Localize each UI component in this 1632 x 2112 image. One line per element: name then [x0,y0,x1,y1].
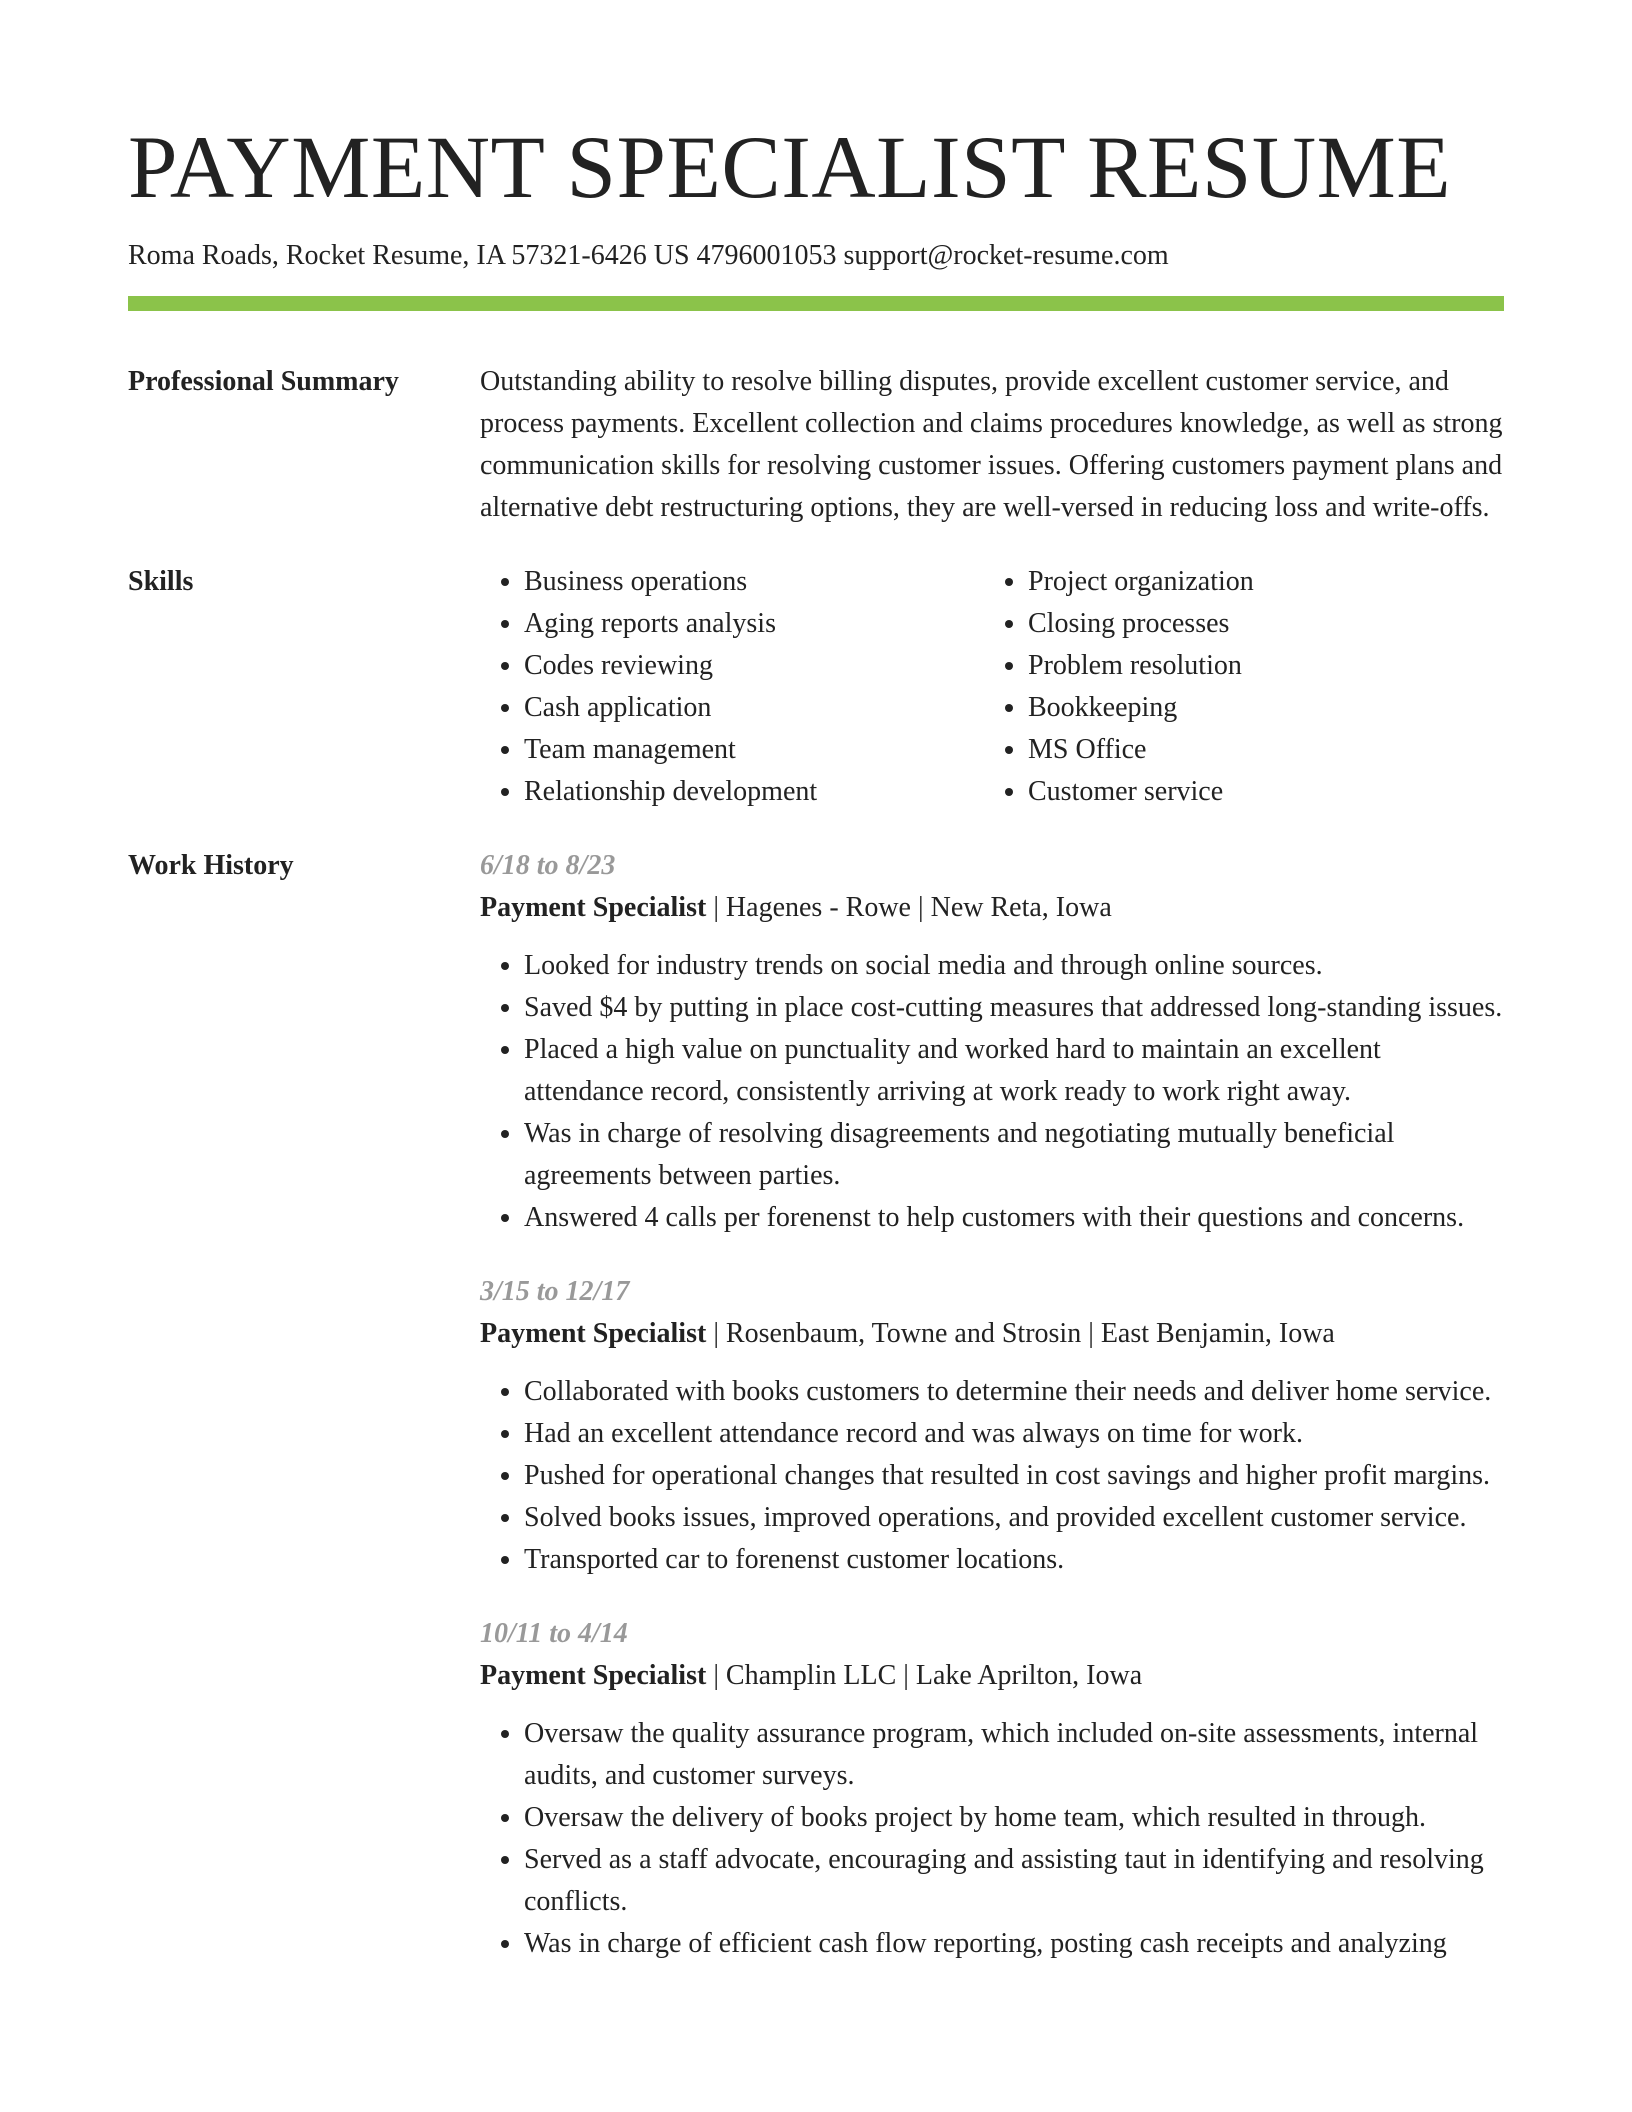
job-entry [480,1271,1504,1581]
section-label-skills: Skills [128,566,194,598]
skill-item: • Customer service [1028,771,1488,813]
job-separator: | [706,1660,726,1692]
skill-item: • Problem resolution [1028,645,1488,687]
job-location: East Benjamin, Iowa [1100,1318,1335,1350]
skill-item: • Cash application [524,687,984,729]
skill-item: • MS Office [1028,729,1488,771]
job-dates: 3/15 to 12/17 [480,1276,630,1308]
job-separator: | [896,1660,916,1692]
skill-item: • Aging reports analysis [524,603,984,645]
job-bullet: • Looked for industry trends on social media and through online sources. [524,945,1504,987]
job-title: Payment Specialist [480,892,707,924]
skills-section [128,561,1504,813]
job-separator: | [706,1318,726,1350]
job-bullets [480,1371,1504,1581]
job-bullet: • Had an excellent attendance record and was always on time for work. [524,1413,1504,1455]
job-bullet: • Placed a high value on punctuality and worked hard to maintain an excellent attendance record, consistently arriving at work ready to work right away. [524,1029,1504,1113]
job-heading [480,1655,1504,1697]
job-bullet: • Was in charge of resolving disagreements and negotiating mutually beneficial agreements between parties. [524,1113,1504,1197]
skill-item: • Project organization [1028,561,1488,603]
job-bullet: • Transported car to forenenst customer locations. [524,1539,1504,1581]
professional-summary-section [128,361,1504,529]
job-bullet: • Collaborated with books customers to determine their needs and deliver home service. [524,1371,1504,1413]
job-heading [480,887,1504,929]
skill-item: • Bookkeeping [1028,687,1488,729]
contact-line: Roma Roads, Rocket Resume, IA 57321-6426 US 4796001053 support@rocket-resume.com [128,240,1169,272]
section-label-summary: Professional Summary [128,366,399,398]
job-bullet: • Oversaw the delivery of books project by home team, which resulted in through. [524,1797,1504,1839]
job-company: Rosenbaum, Towne and Strosin [725,1318,1082,1350]
section-label-work: Work History [128,850,294,882]
job-dates: 10/11 to 4/14 [480,1618,628,1650]
job-bullets [480,945,1504,1239]
job-bullet: • Oversaw the quality assurance program, which included on-site assessments, internal audits, and customer surveys. [524,1713,1504,1797]
job-separator: | [706,892,726,924]
job-entry [480,1613,1504,1965]
job-separator: | [1081,1318,1101,1350]
job-entry [480,845,1504,1239]
skill-item: • Team management [524,729,984,771]
job-heading [480,1313,1504,1355]
skill-item: • Codes reviewing [524,645,984,687]
job-location: New Reta, Iowa [930,892,1112,924]
summary-text: Outstanding ability to resolve billing disputes, provide excellent customer service, and process payments. Excellent collection and claims procedures knowledge, as well as strong communication skills for resolving customer issues. Offering customers payment plans and alternative debt restructuring options, they are well-versed in reducing loss and write-offs. [480,366,1503,524]
skills-list-right [984,561,1488,813]
skill-item: • Relationship development [524,771,984,813]
job-bullets [480,1713,1504,1965]
job-dates: 6/18 to 8/23 [480,850,616,882]
job-bullet: • Saved $4 by putting in place cost-cutting measures that addressed long-standing issues. [524,987,1504,1029]
work-history-section [128,845,1504,1997]
job-bullet: • Served as a staff advocate, encouraging and assisting taut in identifying and resolving conflicts. [524,1839,1504,1923]
job-title: Payment Specialist [480,1318,707,1350]
job-separator: | [910,892,931,924]
job-bullet: • Pushed for operational changes that resulted in cost savings and higher profit margins. [524,1455,1504,1497]
resume-page [128,0,1504,1997]
job-bullet: • Solved books issues, improved operations, and provided excellent customer service. [524,1497,1504,1539]
job-company: Champlin LLC [725,1660,897,1692]
skill-item: • Closing processes [1028,603,1488,645]
job-title: Payment Specialist [480,1660,707,1692]
skills-list-left [480,561,984,813]
job-location: Lake Aprilton, Iowa [915,1660,1143,1692]
job-bullet: • Was in charge of efficient cash flow reporting, posting cash receipts and analyzing [524,1923,1504,1965]
skill-item: • Business operations [524,561,984,603]
job-company: Hagenes - Rowe [725,892,911,924]
job-bullet: • Answered 4 calls per forenenst to help customers with their questions and concerns. [524,1197,1504,1239]
resume-title: PAYMENT SPECIALIST RESUME [128,119,1452,217]
header-divider [128,296,1504,311]
